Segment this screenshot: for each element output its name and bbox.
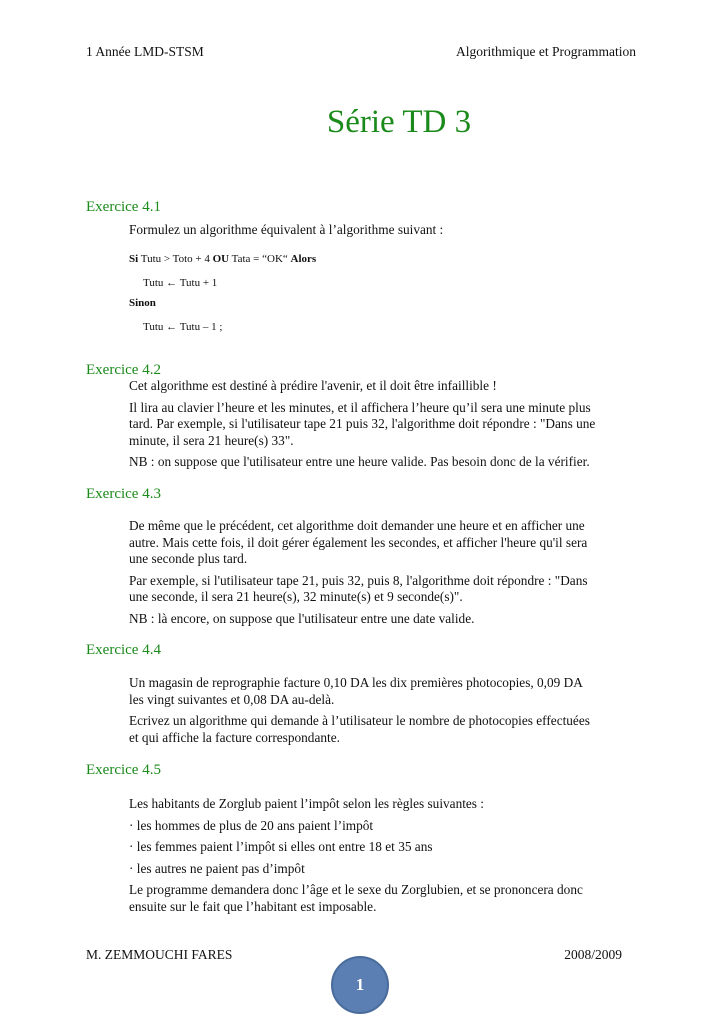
footer-author: M. ZEMMOUCHI FARES [86, 947, 233, 962]
footer-year: 2008/2009 [564, 947, 622, 962]
code-then-line: Tutu ← Tutu + 1 [143, 277, 218, 289]
exercise-4-3-heading: Exercice 4.3 [86, 486, 161, 502]
header-left: 1 Année LMD-STSM [86, 44, 204, 59]
exercise-4-2-p2: Il lira au clavier l’heure et les minutes, et il affichera l’heure qu’il sera une minute plus tard. Par exemple, si l'utilisateur tape 21 puis 32, l'algorithme doit répondre : "Dans une minute, il sera 21 heure(s) 33". [129, 399, 596, 448]
page-number: 1 [355, 975, 365, 994]
exercise-4-4-p2: Ecrivez un algorithme qui demande à l’utilisateur le nombre de photocopies effectuées et qui affiche la facture correspondante. [129, 713, 590, 745]
keyword-ou: OU [212, 253, 230, 265]
exercise-4-1-heading: Exercice 4.1 [86, 199, 161, 215]
code-condition-line [129, 253, 316, 265]
exercise-4-5-bullet-1: · les hommes de plus de 20 ans paient l’impôt [129, 817, 374, 833]
exercise-4-3-p3: NB : là encore, on suppose que l'utilisateur entre une date valide. [129, 610, 475, 626]
page-title-text: Série TD 3 [326, 104, 472, 140]
exercise-4-2-p3: NB : on suppose que l'utilisateur entre une heure valide. Pas besoin donc de la vérifier. [129, 454, 590, 469]
exercise-4-3-p2: Par exemple, si l'utilisateur tape 21, puis 32, puis 8, l'algorithme doit répondre : "Dans une seconde, il sera 21 heure(s), 32 minute(s) et 9 seconde(s)". [129, 572, 588, 604]
exercise-4-5-heading: Exercice 4.5 [86, 762, 161, 778]
condition-part-2: Tata = “OK“ [229, 253, 291, 265]
page-title [0, 104, 724, 141]
condition-part-1: Tutu > Toto + 4 [138, 253, 213, 265]
exercise-4-3-p1: De même que le précédent, cet algorithme doit demander une heure et en afficher une autre. Mais cette fois, il doit gérer également les secondes, et afficher l'heure qu'il sera une seconde plus tard. [129, 518, 588, 566]
exercise-4-5-p1: Les habitants de Zorglub paient l’impôt selon les règles suivantes : [129, 796, 485, 811]
exercise-4-2-p1: Cet algorithme est destiné à prédire l'avenir, et il doit être infaillible ! [129, 378, 497, 393]
exercise-4-5-bullet-2: · les femmes paient l’impôt si elles ont entre 18 et 35 ans [129, 839, 433, 854]
exercise-4-5-bullet-3: · les autres ne paient pas d’impôt [129, 860, 305, 876]
keyword-si: Si [129, 253, 139, 265]
exercise-4-5-body [129, 796, 599, 920]
code-else-line: Tutu ← Tutu – 1 ; [143, 321, 223, 333]
exercise-4-2-heading: Exercice 4.2 [86, 362, 161, 378]
keyword-alors: Alors [290, 253, 317, 265]
exercise-4-4-body [129, 675, 599, 751]
exercise-4-5-p2: Le programme demandera donc l’âge et le sexe du Zorglubien, et se prononcera donc ensuite sur le fait que l’habitant est imposable. [129, 882, 583, 914]
exercise-4-1-intro [129, 222, 599, 244]
exercise-4-2-body [129, 378, 599, 476]
exercise-4-4-p1: Un magasin de reprographie facture 0,10 DA les dix premières photocopies, 0,09 DA les vingt suivantes et 0,08 DA au-delà. [129, 675, 583, 707]
exercise-4-4-heading: Exercice 4.4 [86, 642, 161, 658]
exercise-4-3-body [129, 518, 599, 632]
exercise-4-1-intro-text: Formulez un algorithme équivalent à l’algorithme suivant : [129, 222, 444, 237]
keyword-sinon: Sinon [129, 297, 156, 309]
page-number-badge [331, 956, 389, 1014]
header-right: Algorithmique et Programmation [456, 44, 636, 59]
code-sinon-line [129, 297, 156, 309]
